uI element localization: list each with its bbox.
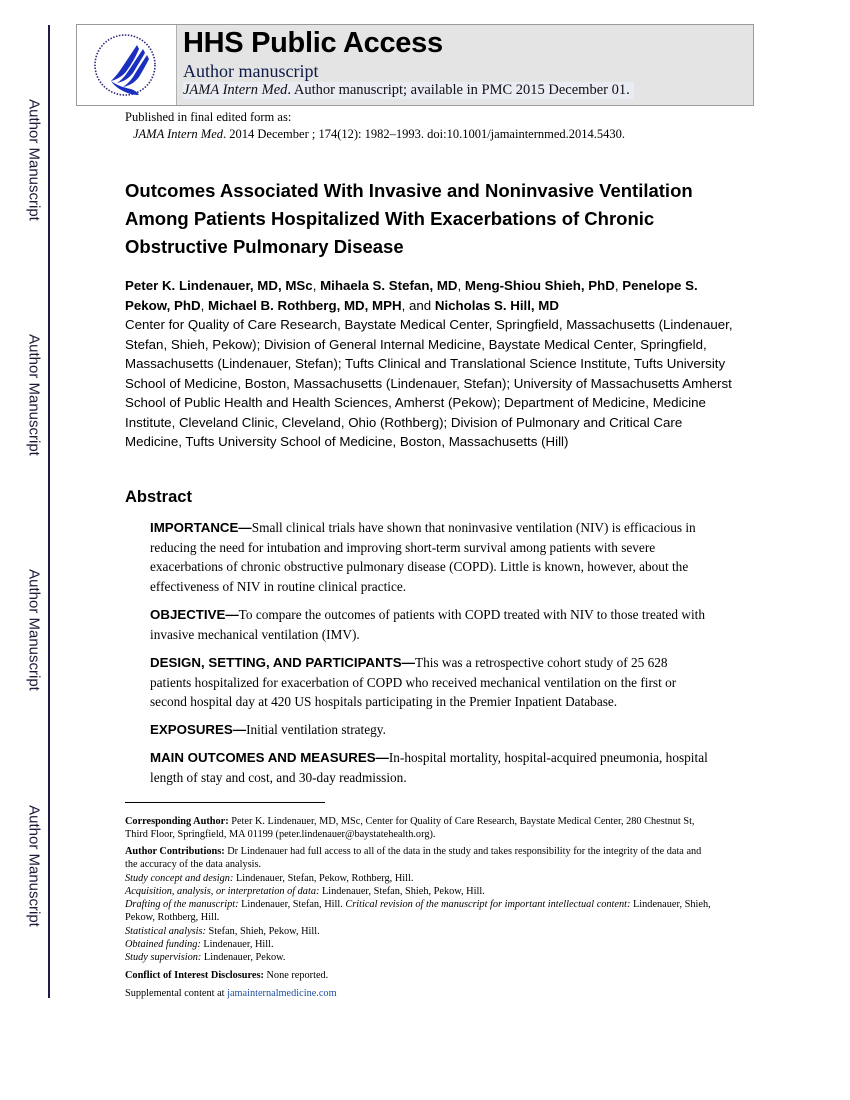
contrib-item-text: Lindenauer, Stefan, Hill. [238,899,346,911]
abstract-importance [150,518,710,596]
contrib-item-text: Lindenauer, Stefan, Shieh, Pekow, Hill. [319,885,485,897]
author-contributions-note [125,845,715,965]
author-name: Michael B. Rothberg, MD, MPH [208,297,402,313]
section-label: DESIGN, SETTING, AND PARTICIPANTS— [150,655,415,670]
abstract-design [150,653,710,712]
fn-text: None reported. [263,970,329,981]
header-title: HHS Public Access [183,27,443,59]
contrib-item-label: Critical revision of the manuscript for important intellectual content: [345,899,631,911]
author-sep: , [614,278,623,293]
contrib-item-label: Study concept and design: [125,872,234,884]
contrib-item-text: Lindenauer, Stefan, Pekow, Rothberg, Hill. [233,872,414,884]
sidebar-label-text: Author Manuscript [25,569,43,691]
fn-label: Conflict of Interest Disclosures: [125,970,264,981]
section-text: In-hospital mortality, hospital-acquired pneumonia, hospital length of stay and cost, and 30-day readmission. [150,750,708,785]
contrib-item-label: Acquisition, analysis, or interpretation of data: [125,885,320,897]
fn-text: Dr Lindenauer had full access to all of the data in the study and takes responsibility for the integrity of the data and the accuracy of the data analysis. [125,846,702,871]
fn-text: Supplemental content at [125,988,228,999]
contrib-item-text: Stefan, Shieh, Pekow, Hill. [205,925,320,937]
contrib-item [125,898,715,925]
contrib-item [125,951,715,964]
author-name: Nicholas S. Hill, MD [434,297,559,313]
citation-text: . 2014 December ; 174(12): 1982–1993. doi:10.1001/jamainternmed.2014.5430. [223,127,626,141]
supplemental-content-note [125,987,715,1000]
footnote-divider [125,802,325,803]
section-label: EXPOSURES— [150,722,247,737]
contrib-item-text: Lindenauer, Pekow. [201,952,286,964]
fn-text: Peter K. Lindenauer, MD, MSc, Center for Quality of Care Research, Baystate Medical Center, 280 Chestnut St, Third Floor, Springfield, MA 01199 (peter.lindenauer@baystatehealth.org). [125,816,695,841]
fn-label: Author Contributions: [125,846,225,857]
publication-info [125,109,625,143]
section-text: Small clinical trials have shown that noninvasive ventilation (NIV) is efficacious in reducing the need for intubation and improving short-term survival among patients with severe exacerbations of chronic obstructive pulmonary disease (COPD). Little is known, however, about the effectiveness of NIV in routine clinical practice. [150,520,696,594]
sidebar-author-manuscript-label [24,325,44,465]
citation-journal: JAMA Intern Med [133,127,224,141]
hhs-eagle-icon [77,25,176,105]
author-name: Peter K. Lindenauer, MD, MSc [125,278,313,293]
contrib-item-label: Obtained funding: [125,939,201,951]
abstract-outcomes [150,748,710,787]
contrib-intro [125,845,715,872]
author-sep: , and [401,297,435,313]
published-label: Published in final edited form as: [125,110,292,124]
contrib-item [125,872,715,885]
author-sep: , [200,297,209,313]
hhs-public-access-header [76,24,754,106]
supplemental-link[interactable]: jamainternalmedicine.com [227,988,337,999]
author-name: Mihaela S. Stefan, MD [320,278,458,293]
citation [125,126,625,143]
author-name: Meng-Shiou Shieh, PhD [464,278,615,293]
abstract-heading: Abstract [125,488,192,506]
contrib-item-label: Study supervision: [125,952,202,964]
sidebar-label-text: Author Manuscript [25,99,43,221]
section-text: To compare the outcomes of patients with COPD treated with NIV to those treated with invasive mechanical ventilation (IMV). [150,607,705,642]
sidebar-author-manuscript-label [24,90,44,230]
contrib-item [125,925,715,938]
fn-label: Corresponding Author: [125,816,229,827]
contrib-item-label: Drafting of the manuscript: [125,899,239,911]
affiliations: Center for Quality of Care Research, Baystate Medical Center, Springfield, Massachusetts (Lindenauer, Stefan, Shieh, Pekow); Division of General Internal Medicine, Baystate Medical Center, Springfield, Massachusetts (Lindenauer, Stefan); Tufts Clinical and Translational Science Institute, Tufts University School of Medicine, Boston, Massachusetts (Lindenauer, Stefan); University of Massachusetts Amherst School of Public Health and Health Sciences, Amherst (Pekow); Department of Medicine, Medicine Institute, Cleveland Clinic, Cleveland, Ohio (Rothberg); Division of Pulmonary and Critical Care Medicine, Tufts University School of Medicine, Boston, Massachusetts (Hill) [125,317,733,449]
abstract-objective [150,605,710,644]
section-text: Initial ventilation strategy. [246,722,386,737]
sidebar-label-text: Author Manuscript [25,805,43,927]
conflict-of-interest-note [125,969,715,982]
contrib-item-text: Lindenauer, Hill. [200,939,274,951]
sidebar-author-manuscript-label [24,796,44,936]
section-text: This was a retrospective cohort study of 25 628 patients hospitalized for exacerbation of COPD who received mechanical ventilation on the first or second hospital day at 420 US hospitals participating in the Premier Inpatient Database. [150,655,677,709]
sidebar-label-text: Author Manuscript [25,334,43,456]
section-label: OBJECTIVE— [150,607,239,622]
header-subtitle: Author manuscript [183,61,319,81]
header-availability [183,82,634,99]
contrib-item-text: Lindenauer, Shieh, Pekow, Rothberg, Hill. [125,899,711,924]
author-block [125,276,735,452]
author-sep: , [457,278,465,293]
hhs-logo [77,25,177,105]
author-name: Penelope S. Pekow, PhD [125,278,698,313]
journal-abbrev: JAMA Intern Med [183,82,288,98]
sidebar-divider-line [48,25,50,998]
section-label: MAIN OUTCOMES AND MEASURES— [150,750,389,765]
corresponding-author-note [125,815,715,842]
contrib-item [125,938,715,951]
section-label: IMPORTANCE— [150,520,252,535]
author-list [125,276,735,315]
author-sep: , [312,278,321,293]
sidebar-author-manuscript-label [24,560,44,700]
abstract-exposures [150,720,710,740]
contrib-item-label: Statistical analysis: [125,925,206,937]
article-title: Outcomes Associated With Invasive and Noninvasive Ventilation Among Patients Hospitalized With Exacerbations of Chronic Obstructive Pulmonary Disease [125,180,693,257]
availability-text: . Author manuscript; available in PMC 2015 December 01. [287,82,630,98]
contrib-item [125,885,715,898]
